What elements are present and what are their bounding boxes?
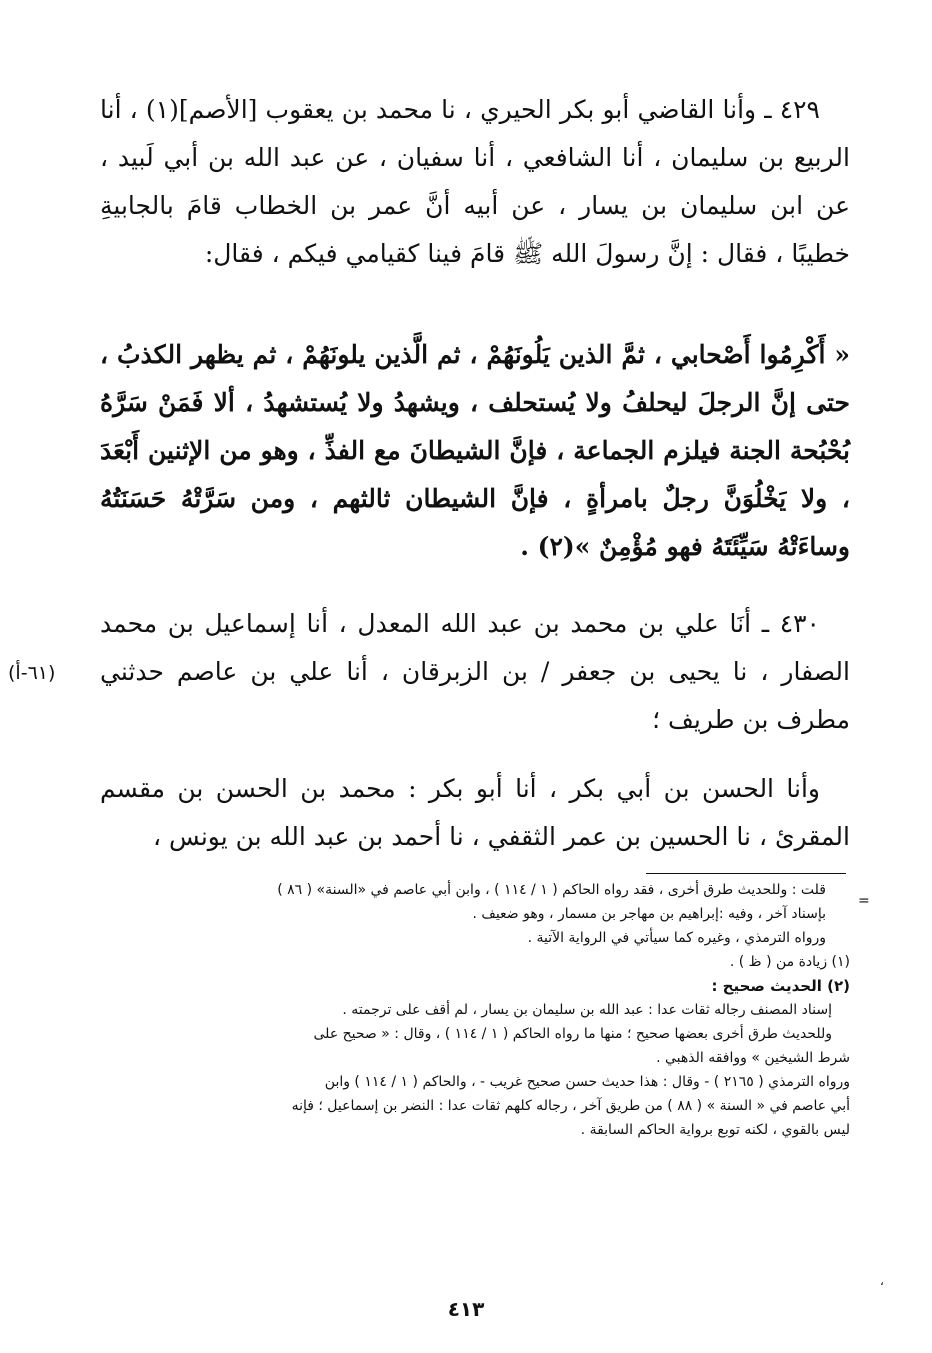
manuscript-folio-reference: (٦١-أ) [8, 662, 56, 684]
footnote-2-line-5: أبي عاصم في « السنة » ( ٨٨ ) من طريق آخر ، رجاله كلهم ثقات عدا : النضر بن إسماعيل ؛ فإنه [291, 1098, 850, 1114]
hadith-429-quote-block [100, 331, 850, 571]
corner-mark: ، [880, 1274, 884, 1288]
footnote-separator [646, 873, 846, 874]
footnote-carry-line-3: ورواه الترمذي ، وغيره كما سيأتي في الرواية الآتية . [527, 930, 826, 946]
footnote-carry-mark: = [858, 893, 870, 909]
hadith-430-continuation: وأنا الحسن بن أبي بكر ، أنا أبو بكر : محمد بن الحسن بن مقسم المقرئ ، نا الحسين بن عمر الثقفي ، نا أحمد بن عبد الله بن يونس ، [100, 774, 850, 851]
footnote-carry-line-1: قلت : وللحديث طرق أخرى ، فقد رواه الحاكم ( ١ / ١١٤ ) ، وابن أبي عاصم في «السنة» ( ٨٦ ) [277, 882, 826, 898]
footnote-1: (١) زيادة من ( ظ ) . [729, 954, 850, 970]
page-number: ٤١٣ [447, 1297, 485, 1321]
footnote-2-line-4: ورواه الترمذي ( ٢١٦٥ ) - وقال : هذا حديث حسن صحيح غريب - ، والحاكم ( ١ / ١١٤ ) وابن [324, 1074, 850, 1090]
hadith-429-quote: « أَكْرِمُوا أَصْحابي ، ثمَّ الذين يَلُونَهُمْ ، ثم الَّذين يلونَهُمْ ، ثم يظهر الكذبُ ، حتى إنَّ الرجلَ ليحلفُ ولا يُستحلف ، ويشهدُ ولا يُستشهدُ ، ألا فَمَنْ سَرَّهُ بُحْبُحة الجنة فيلزم الجماعة ، فإنَّ الشيطانَ مع الفذِّ ، وهو من الإثنين أَبْعَدَ ، ولا يَخْلُوَنَّ رجلٌ بامرأةٍ ، فإنَّ الشيطان ثالثهم ، ومن سَرَّتْهُ حَسَنَتُهُ وساءَتْهُ سَيِّئَتَهُ فهو مُؤْمِنٌ »(٢) . [100, 340, 850, 561]
footnote-carry-line-2: بإسناد آخر ، وفيه :إبراهيم بن مهاجر بن مسمار ، وهو ضعيف . [472, 906, 826, 922]
hadith-430-paragraph [100, 600, 850, 744]
hadith-429-paragraph [100, 86, 850, 278]
footnote-2-line-1: إسناد المصنف رجاله ثقات عدا : عبد الله بن سليمان بن يسار ، لم أقف على ترجمته . [342, 1002, 832, 1018]
footnote-2-heading: (٢) الحديث صحيح : [711, 977, 850, 995]
footnote-2-line-3: شرط الشيخين » ووافقه الذهبي . [656, 1050, 850, 1066]
footnotes-section [100, 878, 850, 1142]
hadith-429-text: ٤٢٩ ـ وأنا القاضي أبو بكر الحيري ، نا محمد بن يعقوب [الأصم](١) ، أنا الربيع بن سليمان ، أنا الشافعي ، أنا سفيان ، عن عبد الله بن أبي لَبيد ، عن ابن سليمان بن يسار ، عن أبيه أنَّ عمر بن الخطاب قامَ بالجابيةِ خطيبًا ، فقال : إنَّ رسولَ الله ﷺ قامَ فينا كقيامي فيكم ، فقال: [100, 95, 850, 268]
footnote-2-line-2: وللحديث طرق أخرى بعضها صحيح ؛ منها ما رواه الحاكم ( ١ / ١١٤ ) ، وقال : « صحيح على [313, 1026, 832, 1042]
hadith-430-continuation-block [100, 765, 850, 861]
hadith-430-text: ٤٣٠ ـ أنَا علي بن محمد بن عبد الله المعدل ، أنا إسماعيل بن محمد الصفار ، نا يحيى بن جعفر / بن الزبرقان ، أنا علي بن عاصم حدثني مطرف بن طريف ؛ [100, 609, 850, 734]
footnote-2-line-6: ليس بالقوي ، لكنه توبع برواية الحاكم السابقة . [580, 1122, 850, 1138]
